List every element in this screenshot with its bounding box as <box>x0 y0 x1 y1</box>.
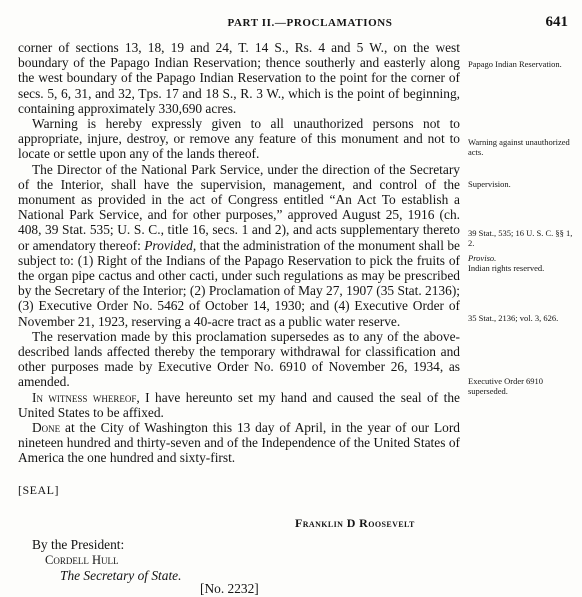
margin-note-stat-2136: 35 Stat., 2136; vol. 3, 626. <box>468 313 559 323</box>
proviso-text: , that the administration of the monument shall be subject to: (1) Right of the Indians of the Papago Reservation to pick the fruits of the organ pipe cactus and other cacti, under such regulations as may be prescribed by the Secretary of the Interior; (2) Proclamation of May 27, 1907 (35 Stat. 2136); (3) Executive Order No. 5462 of October 14, 1930; and (4) Executive Order of November 21, 1923, reserving a 40-acre tract as a public water reserve. <box>18 237 460 329</box>
margin-note-exec-order: Executive Order 6910 superseded. <box>468 376 544 396</box>
secretary-title: The Secretary of State. <box>60 568 182 583</box>
warning-paragraph: Warning is hereby expressly given to all unauthorized persons not to appropriate, injure, destroy, or remove any feature of this monument and not to locate or settle upon any of the lands thereof. <box>18 116 460 162</box>
signature-line: Franklin D Roosevelt <box>295 516 415 530</box>
boundary-paragraph: corner of sections 13, 18, 19 and 24, T. 14 S., Rs. 4 and 5 W., on the west boundary of the Papago Indian Reservation; thence southerly and easterly along the west boundary of the Papago Indian Reservation to the point for the corner of secs. 5, 6, 31, and 32, Tps. 17 and 18 S., R. 3 W., which is the point of beginning, containing approximately 330,690 acres. <box>18 40 460 116</box>
by-the-president: By the President: <box>32 537 125 552</box>
margin-note-supervision: Supervision. <box>468 179 511 189</box>
proviso-word: Provided <box>144 237 193 253</box>
supervision-text: The Director of the National Park Service, under the direction of the Secretary of the Interior, shall have the supervision, management, and control of the monument as provided in the act of Congress entitled “An Act To establish a National Park Service, and for other purposes,” approved August 25, 1916 (ch. 408, 39 Stat. 535; U. S. C., title 16, secs. 1 and 2), and acts supplementary thereto or amendatory thereof: <box>18 161 460 253</box>
secretary-name: Cordell Hull <box>45 553 119 567</box>
seal-mark: [SEAL] <box>18 483 59 497</box>
done-paragraph <box>18 420 460 466</box>
margin-note-warning: Warning against unauthorized acts. <box>468 137 570 157</box>
supervision-paragraph <box>18 162 460 329</box>
proviso-note: Indian rights reserved. <box>468 262 545 273</box>
supersedes-paragraph: The reservation made by this proclamation supersedes as to any of the above-described lands affected thereby the temporary withdrawal for classification and other purposes made by Executive Order No. 6910 of November 26, 1934, as amended. <box>18 328 460 390</box>
proviso-label: Proviso. <box>468 253 497 263</box>
page-number: 641 <box>545 14 568 30</box>
document-number: [No. 2232] <box>200 581 259 596</box>
running-title: PART II.—PROCLAMATIONS <box>227 17 393 29</box>
margin-note-papago: Papago Indian Reservation. <box>468 59 562 69</box>
margin-note-stat-535: 39 Stat., 535; 16 U. S. C. §§ 1, 2. <box>468 228 573 248</box>
done-text: at the City of Washington this 13 day of April, in the year of our Lord nineteen hundred and thirty-seven and of the Independence of the United States of America the one hundred and sixty-first. <box>18 420 460 466</box>
page-header <box>0 14 582 32</box>
done-lead: Done <box>32 420 61 436</box>
witness-paragraph <box>18 390 460 420</box>
witness-text: I have hereunto set my hand and caused the seal of the United States to be affixed. <box>18 389 461 420</box>
main-text <box>18 40 460 466</box>
witness-lead: In witness whereof, <box>32 389 140 405</box>
margin-note-proviso <box>468 254 576 274</box>
